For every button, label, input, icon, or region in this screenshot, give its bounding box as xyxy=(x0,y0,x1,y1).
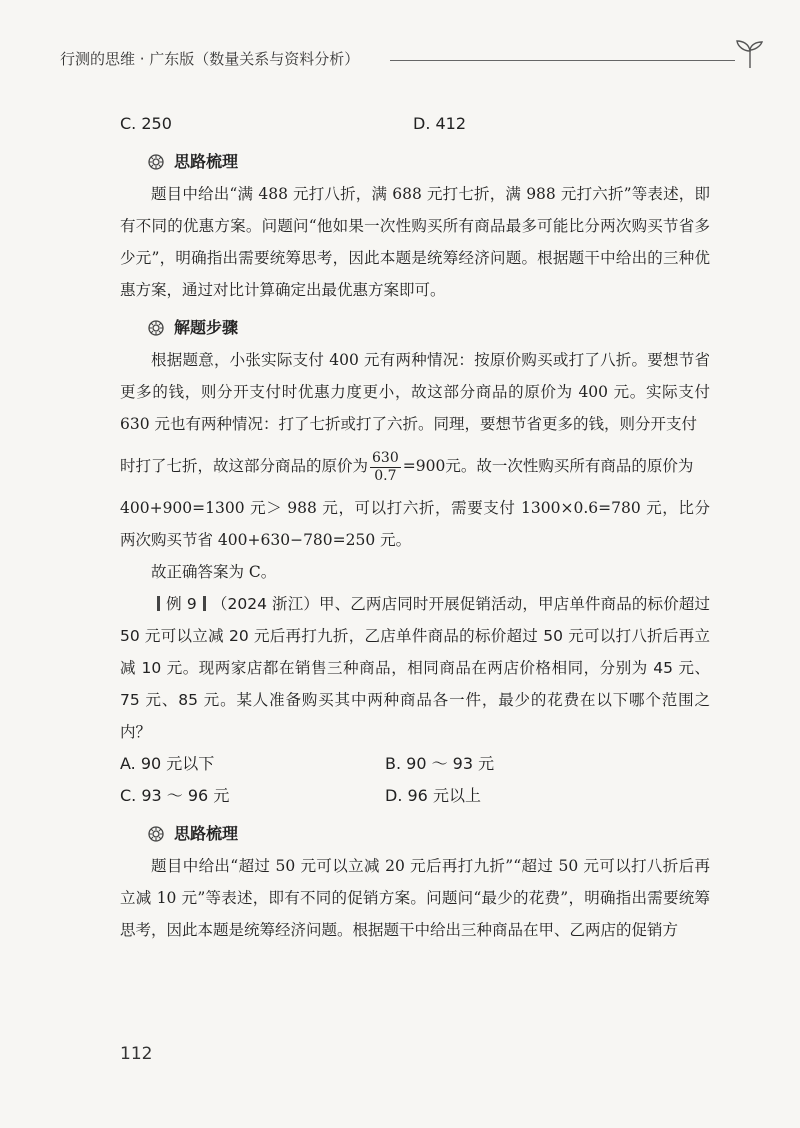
section-title: 思路梳理 xyxy=(174,152,239,171)
previous-options xyxy=(92,108,710,140)
running-header xyxy=(60,44,730,74)
solution-paragraph-1: 根据题意，小张实际支付 400 元有两种情况：按原价购买或打了八折。要想节省更多的钱，则分开支付时优惠力度更小，故这部分商品的原价为 400 元。实际支付 630 元也有两种情况：打了七折或打了六折。同理，要想节省更多的钱，则分开支付 xyxy=(120,351,710,433)
option-a: A. 90 元以下 xyxy=(120,754,215,773)
gear-icon xyxy=(148,154,164,170)
example-options-row-1 xyxy=(120,748,710,780)
header-rule xyxy=(390,60,735,61)
section-heading-analysis xyxy=(148,146,710,178)
example-label: 例 9 xyxy=(166,595,197,613)
section-heading-analysis-2 xyxy=(148,818,710,850)
fraction-prefix: 时打了七折，故这部分商品的原价为 xyxy=(120,457,369,475)
solution-paragraph-2: 400+900=1300 元＞ 988 元，可以打六折，需要支付 1300×0.6=780 元，比分两次购买节省 400+630−780=250 元。 xyxy=(120,499,710,549)
example-options-row-2 xyxy=(120,780,710,812)
section-title: 解题步骤 xyxy=(174,318,239,337)
fraction-numerator: 630 xyxy=(372,449,399,466)
example-text: （2024 浙江）甲、乙两店同时开展促销活动，甲店单件商品的标价超过 50 元可以立减 20 元后再打九折，乙店单件商品的标价超过 50 元可以打八折后再立减 10 元。现两家店都在销售三种商品，相同商品在两店价格相同，分别为 45 元、75 元、85 元。某人准备购买其中两种商品各一件，最少的花费在以下哪个范围之内？ xyxy=(120,595,710,741)
fraction-suffix: =900元。故一次性购买所有商品的原价为 xyxy=(402,457,694,475)
option-c: C. 250 xyxy=(120,114,172,133)
page-number: 112 xyxy=(120,1044,153,1064)
gear-icon xyxy=(148,320,164,336)
section-title: 思路梳理 xyxy=(174,824,239,843)
header-title: 行测的思维 · 广东版（数量关系与资料分析） xyxy=(60,50,360,68)
page-content xyxy=(120,108,710,946)
answer-line: 故正确答案为 C。 xyxy=(151,563,277,581)
option-d: D. 412 xyxy=(413,114,467,133)
sprout-icon xyxy=(732,38,768,68)
fraction xyxy=(370,450,401,485)
option-d: D. 96 元以上 xyxy=(385,786,481,805)
analysis-paragraph-2: 题目中给出“超过 50 元可以立减 20 元后再打九折”“超过 50 元可以打八折后再立减 10 元”等表述，即有不同的促销方案。问题问“最少的花费”，明确指出需要统筹思考，因此本题是统筹经济问题。根据题干中给出三种商品在甲、乙两店的促销方 xyxy=(120,857,710,939)
solution-fraction-line xyxy=(120,444,710,488)
example-question xyxy=(120,588,710,748)
section-heading-solution xyxy=(148,312,710,344)
fraction-denominator: 0.7 xyxy=(374,467,397,484)
option-b: B. 90 ～ 93 元 xyxy=(385,754,495,773)
analysis-paragraph: 题目中给出“满 488 元打八折，满 688 元打七折，满 988 元打六折”等表述，即有不同的优惠方案。问题问“他如果一次性购买所有商品最多可能比分两次购买节省多少元”，明确指出需要统筹思考，因此本题是统筹经济问题。根据题干中给出的三种优惠方案，通过对比计算确定出最优惠方案即可。 xyxy=(120,185,710,299)
option-c: C. 93 ～ 96 元 xyxy=(120,786,230,805)
gear-icon xyxy=(148,826,164,842)
